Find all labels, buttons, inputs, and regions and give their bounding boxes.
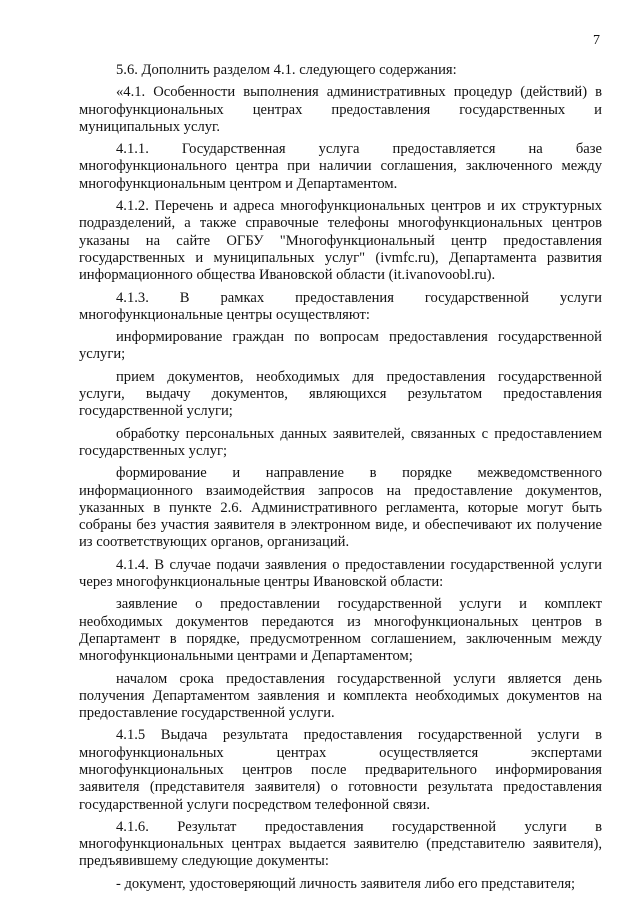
paragraph: информирование граждан по вопросам предоставления государственной услуги; bbox=[79, 329, 602, 363]
paragraph: началом срока предоставления государственной услуги является день получения Департаментом заявления и комплекта необходимых документов на предоставление государственной услуги. bbox=[79, 670, 602, 722]
paragraph: - документ, удостоверяющий личность заявителя либо его представителя; bbox=[116, 875, 576, 892]
paragraph: 5.6. Дополнить разделом 4.1. следующего содержания: bbox=[116, 62, 457, 78]
document-body bbox=[79, 62, 602, 898]
paragraph: заявление о предоставлении государственной услуги и комплект необходимых документов передаются из многофункциональных центров в Департамент в порядке, предусмотренном соглашением, заключенным между многофункциональными центрами и Департаментом; bbox=[79, 596, 602, 665]
paragraph: формирование и направление в порядке межведомственного информационного взаимодействия запросов на предоставление документов, указанных в пункте 2.6. Административного регламента, которые могут быть собраны без участия заявителя в электронном виде, и обеспечивают их получение из соответствующих органов, организаций. bbox=[79, 465, 602, 551]
page-number: 7 bbox=[593, 33, 600, 48]
paragraph: 4.1.6. Результат предоставления государственной услуги в многофункциональных центрах выдается заявителю (представителю заявителя), предъявившему следующие документы: bbox=[79, 818, 602, 870]
paragraph: 4.1.2. Перечень и адреса многофункциональных центров и их структурных подразделений, а также справочные телефоны многофункциональных центров указаны на сайте ОГБУ "Многофункциональный центр предоставления государственных и муниципальных услуг" (ivmfc.ru), Департамента развития информационного общества Ивановской области (it.ivanovoobl.ru). bbox=[79, 198, 602, 284]
paragraph: «4.1. Особенности выполнения административных процедур (действий) в многофункциональных центрах предоставления государственных и муниципальных услуг. bbox=[79, 84, 602, 135]
paragraph: обработку персональных данных заявителей, связанных с предоставлением государственных услуг; bbox=[79, 425, 602, 459]
paragraph: 4.1.3. В рамках предоставления государственной услуги многофункциональные центры осуществляют: bbox=[79, 289, 602, 323]
paragraph: 4.1.4. В случае подачи заявления о предоставлении государственной услуги через многофункциональные центры Ивановской области: bbox=[79, 556, 602, 591]
paragraph: 4.1.1. Государственная услуга предоставляется на базе многофункционального центра при наличии соглашения, заключенного между многофункциональным центром и Департаментом. bbox=[79, 141, 602, 192]
paragraph: 4.1.5 Выдача результата предоставления государственной услуги в многофункциональных центрах осуществляется экспертами многофункциональных центров после предварительного информирования заявителя (представителя заявителя) о готовности результата предоставления государственной услуги посредством телефонной связи. bbox=[79, 727, 602, 813]
paragraph: прием документов, необходимых для предоставления государственной услуги, выдачу документов, являющихся результатом предоставления государственной услуги; bbox=[79, 368, 602, 420]
